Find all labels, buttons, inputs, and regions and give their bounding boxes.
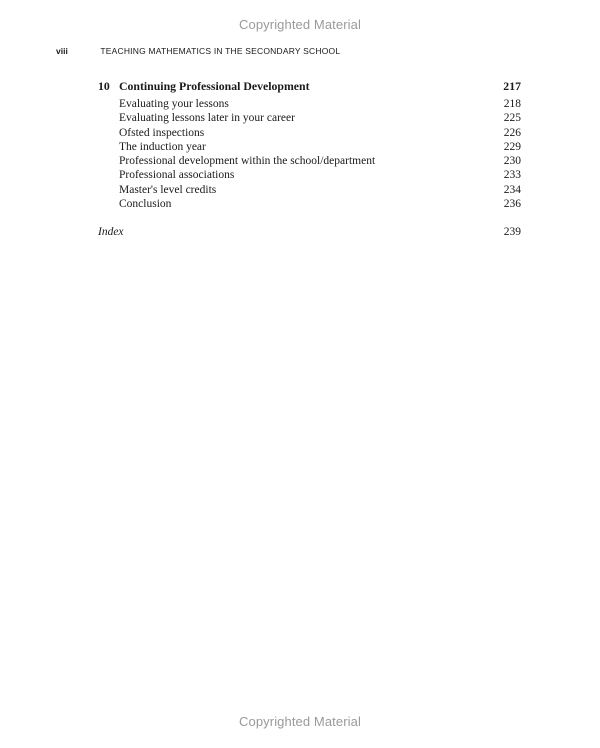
- entry-page: 234: [503, 183, 521, 196]
- entry-title: Master's level credits: [119, 183, 217, 196]
- running-head: [56, 46, 340, 56]
- chapter-number: 10: [98, 79, 110, 93]
- toc-entry: [98, 168, 521, 182]
- toc-entry: [98, 140, 521, 154]
- entry-page: 226: [503, 126, 521, 139]
- entry-page: 230: [503, 155, 521, 168]
- chapter-heading: [98, 78, 521, 95]
- page-number: viii: [56, 46, 68, 56]
- entry-page: 225: [503, 112, 521, 125]
- watermark-top: Copyrighted Material: [239, 17, 361, 32]
- chapter-title: Continuing Professional Development: [119, 79, 310, 93]
- index-entry: [98, 225, 521, 239]
- entry-title: Evaluating your lessons: [119, 98, 229, 110]
- toc-entry: [98, 97, 521, 111]
- toc-entry: [98, 183, 521, 197]
- entry-page: 233: [503, 169, 521, 182]
- entry-title: Professional associations: [119, 169, 235, 182]
- entry-page: 229: [503, 140, 521, 153]
- chapter-title-group: [98, 78, 310, 95]
- entry-page: 218: [503, 98, 521, 110]
- entry-page: 236: [503, 198, 521, 211]
- entry-title: Conclusion: [119, 198, 172, 211]
- watermark-bottom: Copyrighted Material: [239, 714, 361, 729]
- entry-title: Ofsted inspections: [119, 126, 205, 139]
- book-title: TEACHING MATHEMATICS IN THE SECONDARY SCHOOL: [100, 46, 341, 56]
- chapter-page: 217: [503, 79, 521, 93]
- index-label: Index: [98, 226, 124, 239]
- entry-title: The induction year: [119, 140, 206, 153]
- toc-entry: [98, 126, 521, 140]
- toc-entry: [98, 111, 521, 125]
- entry-title: Professional development within the school/department: [119, 155, 376, 168]
- entry-title: Evaluating lessons later in your career: [119, 112, 295, 125]
- index-page: 239: [503, 226, 521, 239]
- table-of-contents: [98, 78, 521, 240]
- toc-entry: [98, 154, 521, 168]
- toc-entry: [98, 197, 521, 211]
